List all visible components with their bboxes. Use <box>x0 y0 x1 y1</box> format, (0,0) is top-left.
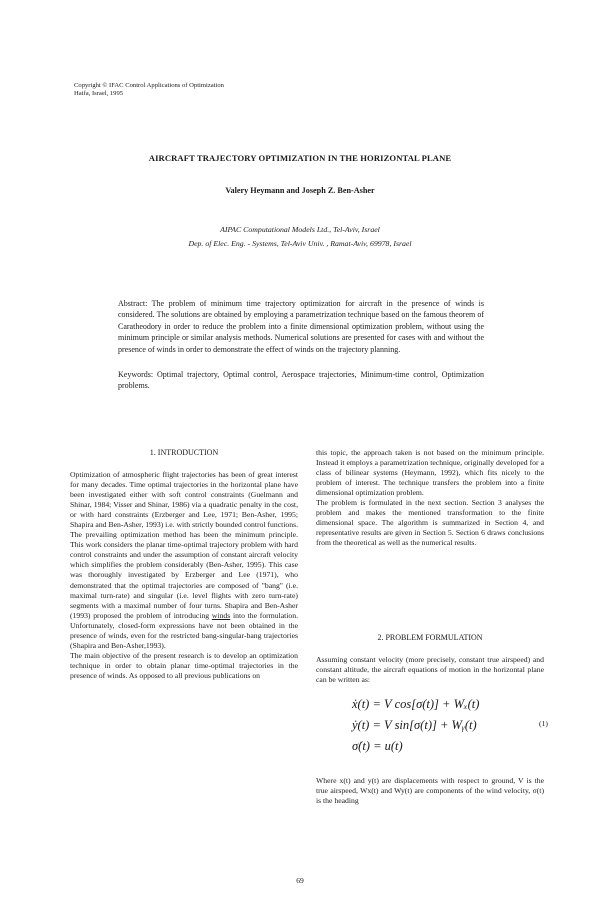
problem-paragraph-2 <box>316 776 544 806</box>
intro-paragraph-3: this topic, the approach taken is not based on the minimum principle. Instead it employs a parametrization technique, originally developed for a class of bilinear systems (Heymann, 1992), which fits nicely to the problem of interest. The technique transfers the problem into a finite dimensional optimization problem. <box>316 448 544 498</box>
intro-paragraph-1 <box>70 470 298 651</box>
problem-text-2: Where x(t) and y(t) are displacements with respect to ground, V is the true airspeed, Wx(t) and Wy(t) are components of the wind velocity, σ(t) is the heading <box>316 776 544 806</box>
abstract: Abstract: The problem of minimum time trajectory optimization for aircraft in the presence of winds is considered. The solutions are obtained by employing a parametrization technique based on the famous theorem of Caratheodory in order to reduce the problem into a finite dimensional optimization problem, without using the minimum principle or similar analysis methods. Numerical solutions are presented for cases with and without the presence of winds in order to demonstrate the effect of winds on the trajectory planning. <box>118 299 484 354</box>
left-column <box>70 470 298 681</box>
keywords: Keywords: Optimal trajectory, Optimal control, Aerospace trajectories, Minimum-time control, Optimization problems. <box>118 370 484 391</box>
section-heading-problem-formulation: 2. PROBLEM FORMULATION <box>377 633 483 642</box>
intro-paragraph-2: The main objective of the present research is to develop an optimization technique in order to obtain planar time-optimal trajectories in the presence of winds. As opposed to all previous publications on <box>70 650 298 680</box>
equation-y: ẏ(t) = V sin[σ(t)] + Wᵧ(t) <box>352 718 477 732</box>
underlined-word: winds <box>211 610 231 620</box>
copyright-notice <box>74 82 224 98</box>
intro-p1-text: Optimization of atmospheric flight trajectories has been of great interest for many decades. Time optimal trajectories in the horizontal plane have been investigated either with soft control constraints (Guelmann and Shinar, 1984; Visser and Shinar, 1986) via a quadratic penalty in the cost, or with hard constraints (Erzberger and Lee, 1971; Ben-Asher, 1995; Shapira and Ben-Asher, 1993) i.e. with strictly bounded control functions. The prevailing optimization method has been the minimum principle. This work considers the planar time-optimal trajectory problem with hard control constraints and under the assumption of constant aircraft velocity which simplifies the problem considerably (Ben-Asher, 1995). This case was thoroughly investigated by Erzberger and Lee (1971), who demonstrated that the optimal trajectories are composed of "bang" (i.e. maximal turn-rate) and singular (i.e. level flights with zero turn-rate) segments with a maximal number of four turns. Shapira and Ben-Asher (1993) proposed the problem of introducing <box>70 470 298 620</box>
intro-p1-text-end: into the formulation. Unfortunately, closed-form expressions have not been obtained in the presence of winds, even for the restricted bang-singular-bang trajectories (Shapira and Ben-Asher,1993). <box>70 610 298 650</box>
paper-title: AIRCRAFT TRAJECTORY OPTIMIZATION IN THE HORIZONTAL PLANE <box>148 153 452 163</box>
copyright-line-1: Copyright © IFAC Control Applications of Optimization <box>74 82 224 89</box>
paper-authors: Valery Heymann and Joseph Z. Ben-Asher <box>225 186 375 195</box>
intro-paragraph-4: The problem is formulated in the next section. Section 3 analyses the problem and makes the mentioned transformation to the finite dimensional space. The algorithm is summarized in Section 4, and representative results are given in Section 5. Section 6 draws conclusions from the theoretical as well as the numerical results. <box>316 498 544 548</box>
section-heading-introduction: 1. INTRODUCTION <box>149 448 219 457</box>
equation-number: (1) <box>539 719 548 728</box>
problem-text-1: Assuming constant velocity (more precisely, constant true airspeed) and constant altitude, the aircraft equations of motion in the horizontal plane can be written as: <box>316 655 544 685</box>
equation-sigma: σ̇(t) = u(t) <box>352 739 403 753</box>
affiliation-1: AIPAC Computational Models Ltd., Tel-Aviv, Israel <box>220 225 380 234</box>
copyright-line-2: Haifa, Israel, 1995 <box>74 90 124 97</box>
equation-x: ẋ(t) = V cos[σ(t)] + Wₓ(t) <box>352 697 480 711</box>
right-column-top <box>316 448 544 548</box>
page-number: 69 <box>296 876 304 885</box>
equation-block <box>352 697 548 763</box>
affiliation-2: Dep. of Elec. Eng. - Systems, Tel-Aviv Univ. , Ramat-Aviv, 69978, Israel <box>188 239 412 248</box>
problem-paragraph-1 <box>316 655 544 685</box>
